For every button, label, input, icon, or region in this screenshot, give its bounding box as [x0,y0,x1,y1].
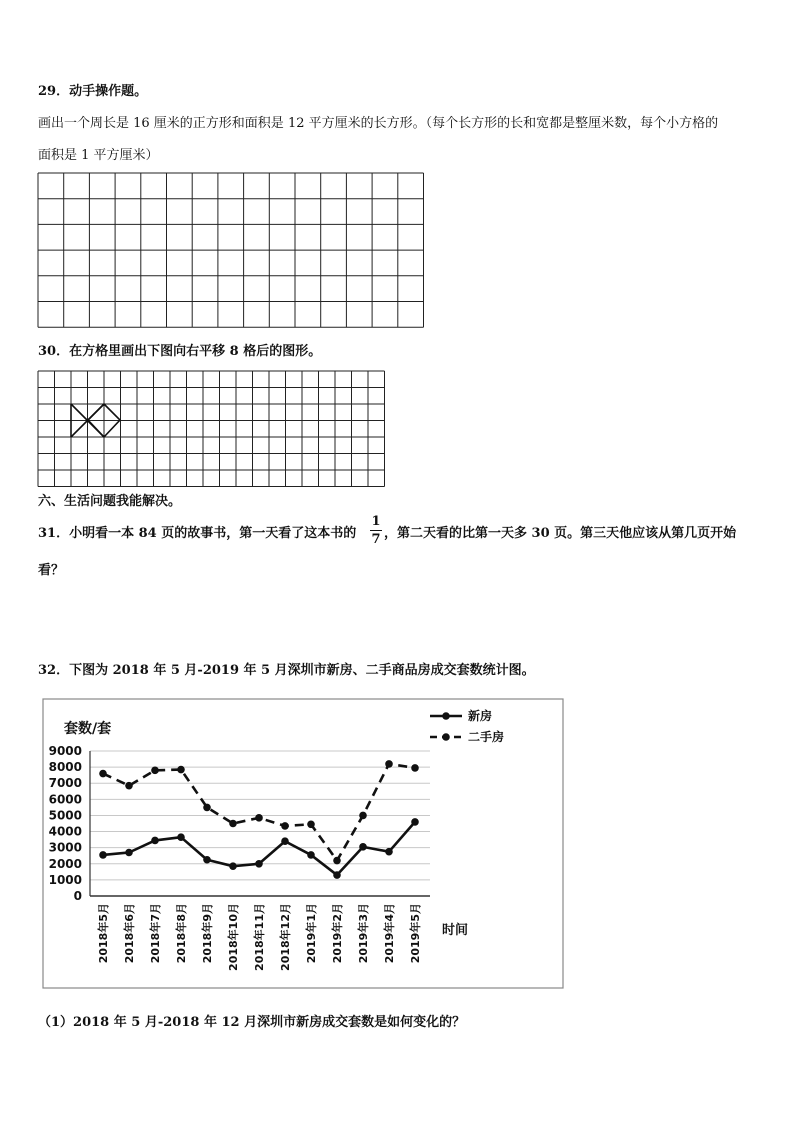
chart-ylabel: 套数/套 [64,721,112,737]
data-point [125,782,133,790]
chart-y-tick-label: 2000 [48,856,82,871]
data-point [99,851,107,859]
chart-x-tick-label: 2019年4月 [383,903,396,964]
chart-xlabel: 时间 [442,923,469,938]
data-point [411,818,419,826]
q31-text-before: 31．小明看一本 84 页的故事书，第一天看了这本书的 [38,526,357,541]
data-point [411,764,419,772]
legend-marker [442,712,450,720]
chart-x-tick-label: 2019年2月 [331,903,344,964]
data-point [177,833,185,841]
chart-x-tick-label: 2018年5月 [97,903,110,964]
data-point [385,760,393,768]
q29-instruction-line1: 画出一个周长是 16 厘米的正方形和面积是 12 平方厘米的长方形。（每个长方形的长和宽都是整厘米数，每个小方格的 [38,116,719,131]
chart-y-tick-label: 3000 [48,840,82,855]
chart-x-tick-label: 2018年11月 [253,903,266,971]
data-point [151,767,159,775]
chart-y-tick-label: 6000 [48,792,82,807]
data-point [359,843,367,851]
chart-x-tick-label: 2018年8月 [175,903,188,964]
chart-x-tick-label: 2018年6月 [123,903,136,964]
data-point [229,820,237,828]
data-point [177,766,185,774]
section6-heading: 六、生活问题我能解决。 [38,494,182,509]
data-point [229,862,237,870]
q32-sub1: （1）2018 年 5 月-2018 年 12 月深圳市新房成交套数是如何变化的？ [38,1015,466,1030]
q29-heading: 29．动手操作题。 [38,84,148,99]
chart-y-tick-label: 4000 [48,824,82,839]
chart-y-tick-label: 9000 [48,744,82,758]
q30-text: 30．在方格里画出下图向右平移 8 格后的图形。 [38,344,322,359]
data-point [203,856,211,864]
data-point [359,812,367,820]
q32-text: 32．下图为 2018 年 5 月-2019 年 5 月深圳市新房、二手商品房成交套数统计图。 [38,663,535,678]
data-point [307,821,315,829]
legend-label: 二手房 [468,730,505,744]
chart-x-tick-label: 2018年12月 [279,903,292,971]
q31-text-line2: 看？ [38,563,65,578]
data-point [281,837,289,845]
chart-x-tick-label: 2018年7月 [149,903,162,964]
legend-marker [442,733,450,741]
q31-frac-denominator: 7 [371,532,381,547]
data-point [385,848,393,856]
data-point [151,837,159,845]
chart-y-tick-label: 7000 [48,776,82,791]
q31-text-after: ，第二天看的比第一天多 30 页。第三天他应该从第几页开始 [384,526,737,541]
data-point [333,857,341,865]
chart-y-tick-label: 5000 [48,808,82,823]
chart-y-tick-label: 1000 [48,872,82,887]
data-point [99,770,107,778]
data-point [203,804,211,812]
data-point [255,860,263,868]
chart-x-tick-label: 2018年10月 [227,903,240,971]
chart-x-tick-label: 2019年5月 [409,903,422,964]
q29-instruction-line2: 面积是 1 平方厘米） [38,148,159,163]
chart-y-tick-label: 8000 [48,760,82,775]
chart-x-tick-label: 2019年1月 [305,903,318,964]
data-point [125,849,133,857]
legend-label: 新房 [468,709,493,723]
q31-frac-numerator: 1 [371,514,381,529]
data-point [255,814,263,822]
data-point [281,822,289,830]
chart-y-tick-label: 0 [73,889,82,903]
data-point [333,871,341,879]
chart-x-tick-label: 2018年9月 [201,903,214,964]
data-point [307,851,315,859]
chart-x-tick-label: 2019年3月 [357,903,370,964]
